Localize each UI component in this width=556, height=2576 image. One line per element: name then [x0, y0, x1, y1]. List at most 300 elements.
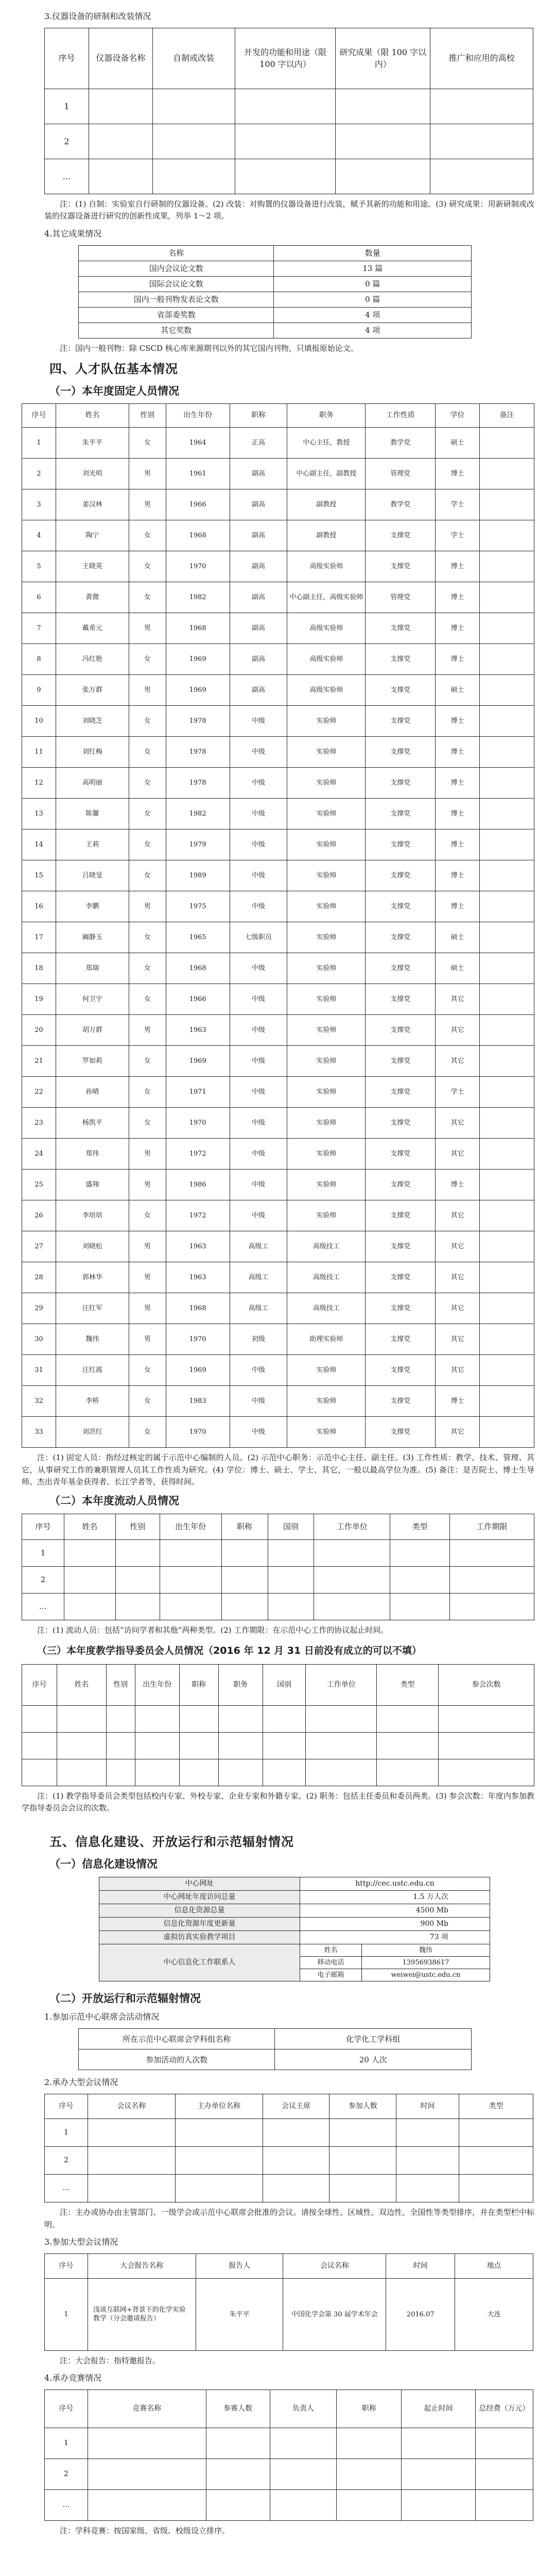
staff-title-cell: 高级工 — [230, 1293, 287, 1324]
staff-year-cell: 1978 — [166, 768, 230, 799]
col-header: 序号 — [45, 28, 89, 89]
table-row — [22, 1539, 534, 1566]
row-number: 1 — [45, 89, 89, 124]
staff-degree-cell: 学士 — [436, 520, 480, 551]
staff-year-cell: 1961 — [166, 459, 230, 489]
col-header: 会议主席 — [263, 2094, 329, 2119]
dev-heading: 3.仪器设备的研制和改装情况 — [44, 11, 151, 21]
staff-year-cell: 1969 — [166, 644, 230, 675]
staff-year-cell: 1975 — [166, 891, 230, 922]
staff-remark-cell — [480, 459, 534, 489]
col-header: 负责人 — [270, 2390, 337, 2428]
staff-no-cell: 27 — [22, 1231, 56, 1262]
staff-degree-cell: 其它 — [436, 1015, 480, 1046]
col-header: 参会次数 — [439, 1664, 534, 1705]
staff-nature-cell: 支撑党 — [366, 984, 436, 1015]
staff-title-cell: 中级 — [230, 1386, 287, 1417]
staff-sex-cell: 男 — [129, 891, 166, 922]
staff-duty-cell: 实验师 — [287, 706, 366, 737]
table-row — [22, 984, 534, 1015]
col-header: 职务 — [287, 404, 366, 428]
table-row — [45, 2147, 533, 2175]
staff-title-cell: 副高 — [230, 551, 287, 582]
staff-degree-cell: 其它 — [436, 1046, 480, 1077]
table-row — [45, 2490, 533, 2521]
col-header: 参加人数 — [329, 2094, 396, 2119]
staff-sex-cell: 女 — [129, 1417, 166, 1448]
table-row — [22, 1732, 534, 1759]
staff-duty-cell: 实验师 — [287, 737, 366, 768]
table-row — [45, 2428, 533, 2459]
staff-body — [22, 428, 534, 1448]
staff-duty-cell: 高级技工 — [287, 1231, 366, 1262]
staff-degree-cell: 其它 — [436, 1139, 480, 1170]
col-header: 姓名 — [56, 404, 129, 428]
staff-nature-cell: 支撑党 — [366, 1200, 436, 1231]
staff-name-cell: 姜汉林 — [56, 489, 129, 520]
staff-name-cell: 孙晴 — [56, 1077, 129, 1108]
table-row: 中心网址年度访问总量 1.5 万人次 — [99, 1890, 490, 1904]
staff-nature-cell: 支撑党 — [366, 613, 436, 644]
table-row — [22, 1705, 534, 1732]
staff-remark-cell — [480, 953, 534, 984]
staff-duty-cell: 中心副主任，高级实验师 — [287, 582, 366, 613]
staff-name-cell: 朱平平 — [56, 428, 129, 459]
staff-year-cell: 1983 — [166, 1386, 230, 1417]
comm-table — [22, 1664, 534, 1786]
table-row: 国内一般刊物发表论文数 0 篇 — [79, 292, 472, 307]
staff-duty-cell: 高级实验师 — [287, 644, 366, 675]
staff-degree-cell: 其它 — [436, 1293, 480, 1324]
col-header: 会议名称 — [283, 2253, 386, 2278]
comp-heading: 4.承办竞赛情况 — [44, 2373, 102, 2383]
staff-no-cell: 28 — [22, 1262, 56, 1293]
col-header: 报告人 — [196, 2253, 283, 2278]
staff-title-cell: 高级工 — [230, 1231, 287, 1262]
staff-name-cell: 吕晓旻 — [56, 860, 129, 891]
other-header-row — [79, 245, 472, 261]
col-header: 序号 — [22, 1664, 57, 1705]
col-header: 职称 — [221, 1514, 268, 1539]
staff-remark-cell — [480, 984, 534, 1015]
staff-sex-cell: 女 — [129, 551, 166, 582]
staff-duty-cell: 实验师 — [287, 860, 366, 891]
staff-year-cell: 1963 — [166, 1231, 230, 1262]
staff-remark-cell — [480, 1355, 534, 1386]
conf-note: 注：大会报告：指特邀报告。 — [60, 2355, 161, 2365]
staff-remark-cell — [480, 706, 534, 737]
other-heading: 4.其它成果情况 — [44, 228, 102, 239]
staff-nature-cell: 支撑党 — [366, 644, 436, 675]
table-row — [22, 551, 534, 582]
section5-sub2: （二）开放运行和示范辐射情况 — [49, 1992, 201, 2005]
col-header: 参赛人数 — [206, 2390, 270, 2428]
staff-degree-cell: 其它 — [436, 984, 480, 1015]
table-row — [22, 1231, 534, 1262]
col-header: 竞赛名称 — [88, 2390, 206, 2428]
col-header: 备注 — [480, 404, 534, 428]
comm-note: 注：(1) 教学指导委员会类型包括校内专家、外校专家、企业专家和外籍专家。(2) 职务：包括主任委员和委员两类。(3) 参会次数：年度内参加教学指导委员会会议的次数。 — [22, 1791, 534, 1813]
staff-duty-cell: 实验师 — [287, 1200, 366, 1231]
staff-remark-cell — [480, 428, 534, 459]
staff-no-cell: 22 — [22, 1077, 56, 1108]
table-row — [22, 1324, 534, 1355]
col-header: 会议名称 — [88, 2094, 175, 2119]
staff-sex-cell: 女 — [129, 520, 166, 551]
staff-title-cell: 初级 — [230, 1324, 287, 1355]
staff-year-cell: 1966 — [166, 489, 230, 520]
staff-degree-cell: 其它 — [436, 1231, 480, 1262]
staff-name-cell: 黄微 — [56, 582, 129, 613]
staff-name-cell: 杨凯平 — [56, 1108, 129, 1139]
staff-name-cell: 张万群 — [56, 675, 129, 706]
staff-nature-cell: 教学党 — [366, 428, 436, 459]
col-header: 工作单位 — [314, 1514, 390, 1539]
row-number: 1 — [22, 1539, 64, 1566]
staff-name-cell: 陈馨 — [56, 799, 129, 829]
staff-nature-cell: 支撑党 — [366, 768, 436, 799]
staff-remark-cell — [480, 1015, 534, 1046]
staff-remark-cell — [480, 1046, 534, 1077]
staff-duty-cell: 副教授 — [287, 489, 366, 520]
staff-no-cell: 18 — [22, 953, 56, 984]
staff-title-cell: 中级 — [230, 1015, 287, 1046]
table-row: 信息化资源年度更新量 900 Mb — [99, 1917, 490, 1930]
staff-remark-cell — [480, 1170, 534, 1200]
staff-year-cell: 1965 — [166, 922, 230, 953]
staff-degree-cell: 博士 — [436, 891, 480, 922]
table-row — [22, 860, 534, 891]
staff-note: 注：(1) 固定人员：指经过核定的属于示范中心编制的人员。(2) 示范中心职务：示范中心主任、副主任。(3) 工作性质：教学、技术、管理、其它，从事研究工作的兼职管理人员其工作性质为研究。(4) 学位：博士、硕士、学士、其它，一般以最高学位为准。(5) 备注：是否院士、博士生导师、杰出青年基金获得者、长江学者等，获得时间。 — [22, 1453, 534, 1486]
table-row — [45, 2459, 533, 2490]
staff-degree-cell: 学士 — [436, 489, 480, 520]
staff-duty-cell: 实验师 — [287, 1139, 366, 1170]
staff-name-cell: 冯红艳 — [56, 644, 129, 675]
meet-table — [44, 2094, 533, 2202]
table-row — [45, 2175, 533, 2202]
staff-degree-cell: 博士 — [436, 1386, 480, 1417]
staff-title-cell: 中级 — [230, 737, 287, 768]
table-row — [22, 459, 534, 489]
staff-title-cell: 中级 — [230, 768, 287, 799]
info-table — [99, 1877, 490, 1981]
flow-table — [22, 1514, 534, 1620]
col-header: 姓名 — [64, 1514, 115, 1539]
staff-degree-cell: 其它 — [436, 1417, 480, 1448]
staff-duty-cell: 实验师 — [287, 1355, 366, 1386]
staff-duty-cell: 实验师 — [287, 768, 366, 799]
table-row: 参加活动的人次数 20 人次 — [79, 2049, 472, 2070]
staff-degree-cell: 硕士 — [436, 953, 480, 984]
staff-sex-cell: 女 — [129, 737, 166, 768]
center-url-link[interactable]: http://cec.ustc.edu.cn — [300, 1877, 490, 1890]
staff-no-cell: 26 — [22, 1200, 56, 1231]
staff-title-cell: 中级 — [230, 1108, 287, 1139]
staff-year-cell: 1968 — [166, 953, 230, 984]
table-row — [22, 1759, 534, 1786]
col-header: 国别 — [268, 1514, 314, 1539]
table-row — [22, 706, 534, 737]
table-row — [22, 1108, 534, 1139]
staff-no-cell: 15 — [22, 860, 56, 891]
staff-no-cell: 10 — [22, 706, 56, 737]
staff-duty-cell: 实验师 — [287, 1046, 366, 1077]
staff-name-cell: 戴希元 — [56, 613, 129, 644]
staff-title-cell: 副高 — [230, 582, 287, 613]
staff-sex-cell: 女 — [129, 582, 166, 613]
staff-sex-cell: 女 — [129, 428, 166, 459]
staff-title-cell: 中级 — [230, 1139, 287, 1170]
staff-sex-cell: 女 — [129, 1046, 166, 1077]
staff-title-cell: 副高 — [230, 520, 287, 551]
table-row — [22, 1417, 534, 1448]
staff-no-cell: 16 — [22, 891, 56, 922]
table-row — [22, 1170, 534, 1200]
staff-degree-cell: 博士 — [436, 860, 480, 891]
staff-degree-cell: 博士 — [436, 644, 480, 675]
dev-note: 注：(1) 自制：实验室自行研制的仪器设备。(2) 改装：对购置的仪器设备进行改装，赋予其新的功能和用途。(3) 研究成果：用新研制或改装的仪器设备进行研究的创新性成果，列举 1～2 项。 — [44, 199, 534, 221]
row-number: 2 — [45, 2147, 88, 2175]
staff-title-cell: 副高 — [230, 489, 287, 520]
staff-remark-cell — [480, 1108, 534, 1139]
staff-title-cell: 中级 — [230, 1077, 287, 1108]
staff-title-cell: 中级 — [230, 799, 287, 829]
staff-degree-cell: 其它 — [436, 1262, 480, 1293]
comp-table — [44, 2389, 533, 2521]
staff-duty-cell: 实验师 — [287, 1170, 366, 1200]
table-row: 省部委奖数 4 项 — [79, 307, 472, 323]
table-row: 中心网址 http://cec.ustc.edu.cn — [99, 1877, 490, 1890]
staff-duty-cell: 实验师 — [287, 922, 366, 953]
staff-year-cell: 1972 — [166, 1139, 230, 1170]
staff-sex-cell: 女 — [129, 1386, 166, 1417]
row-number: 2 — [22, 1566, 64, 1593]
table-row — [22, 613, 534, 644]
staff-no-cell: 11 — [22, 737, 56, 768]
staff-nature-cell: 管理党 — [366, 459, 436, 489]
staff-title-cell: 副高 — [230, 613, 287, 644]
table-row — [22, 922, 534, 953]
row-number: 2 — [45, 2459, 88, 2490]
col-header: 性别 — [106, 1664, 135, 1705]
staff-nature-cell: 支撑党 — [366, 1417, 436, 1448]
staff-nature-cell: 支撑党 — [366, 675, 436, 706]
table-row: 信息化资源总量 4500 Mb — [99, 1904, 490, 1917]
staff-title-cell: 中级 — [230, 984, 287, 1015]
comm-header-row — [22, 1664, 534, 1705]
col-header: 序号 — [45, 2390, 88, 2428]
staff-remark-cell — [480, 1139, 534, 1170]
staff-nature-cell: 支撑党 — [366, 860, 436, 891]
staff-title-cell: 副高 — [230, 644, 287, 675]
staff-sex-cell: 男 — [129, 459, 166, 489]
staff-duty-cell: 中心主任，教授 — [287, 428, 366, 459]
table-row: 国际会议论文数 0 篇 — [79, 276, 472, 292]
col-header: 类型 — [390, 1514, 450, 1539]
table-row — [22, 1566, 534, 1593]
staff-degree-cell: 博士 — [436, 459, 480, 489]
staff-remark-cell — [480, 613, 534, 644]
staff-sex-cell: 男 — [129, 1170, 166, 1200]
comp-note: 注：学科竞赛：按国家级、省级、校级设立排序。 — [60, 2526, 230, 2536]
staff-header-row — [22, 404, 534, 428]
staff-year-cell: 1969 — [166, 1046, 230, 1077]
table-row: 电子邮箱 weiwei@ustc.edu.cn — [99, 1969, 490, 1981]
staff-remark-cell — [480, 1077, 534, 1108]
table-row — [22, 891, 534, 922]
meet-header-row — [45, 2094, 533, 2119]
staff-year-cell: 1970 — [166, 1324, 230, 1355]
staff-year-cell: 1979 — [166, 829, 230, 860]
staff-sex-cell: 女 — [129, 1200, 166, 1231]
col-header: 仪器设备名称 — [89, 28, 152, 89]
col-header: 姓名 — [57, 1664, 106, 1705]
staff-no-cell: 7 — [22, 613, 56, 644]
table-row — [45, 89, 533, 124]
table-row — [22, 799, 534, 829]
staff-title-cell: 七级职员 — [230, 922, 287, 953]
staff-duty-cell: 高级实验师 — [287, 613, 366, 644]
col-header: 起止时间 — [402, 2390, 476, 2428]
staff-remark-cell — [480, 922, 534, 953]
staff-degree-cell: 博士 — [436, 706, 480, 737]
staff-no-cell: 6 — [22, 582, 56, 613]
col-header: 国别 — [263, 1664, 306, 1705]
table-row — [22, 1200, 534, 1231]
staff-name-cell: 郑瑞 — [56, 953, 129, 984]
section5-sub1: （一）信息化建设情况 — [49, 1858, 158, 1871]
staff-year-cell: 1963 — [166, 1262, 230, 1293]
staff-remark-cell — [480, 1324, 534, 1355]
table-row — [22, 1355, 534, 1386]
col-header: 性别 — [129, 404, 166, 428]
staff-name-cell: 郑伟 — [56, 1139, 129, 1170]
staff-duty-cell: 实验师 — [287, 1108, 366, 1139]
col-header: 出生年份 — [135, 1664, 179, 1705]
staff-degree-cell: 博士 — [436, 737, 480, 768]
section5-title: 五、信息化建设、开放运行和示范辐射情况 — [49, 1835, 294, 1850]
staff-remark-cell — [480, 1293, 534, 1324]
col-header: 开发的功能和用途（限 100 字以内） — [235, 28, 336, 89]
staff-duty-cell: 实验师 — [287, 1015, 366, 1046]
staff-nature-cell: 支撑党 — [366, 737, 436, 768]
staff-year-cell: 1989 — [166, 860, 230, 891]
staff-remark-cell — [480, 829, 534, 860]
staff-nature-cell: 支撑党 — [366, 953, 436, 984]
row-number: … — [45, 159, 89, 194]
staff-nature-cell: 支撑党 — [366, 1108, 436, 1139]
staff-degree-cell: 其它 — [436, 1324, 480, 1355]
staff-no-cell: 12 — [22, 768, 56, 799]
staff-remark-cell — [480, 675, 534, 706]
staff-sex-cell: 女 — [129, 644, 166, 675]
other-table — [78, 245, 472, 338]
table-row — [22, 489, 534, 520]
staff-nature-cell: 支撑党 — [366, 706, 436, 737]
staff-sex-cell: 女 — [129, 768, 166, 799]
staff-title-cell: 中级 — [230, 860, 287, 891]
staff-no-cell: 29 — [22, 1293, 56, 1324]
staff-nature-cell: 支撑党 — [366, 1293, 436, 1324]
staff-remark-cell — [480, 551, 534, 582]
staff-title-cell: 高级工 — [230, 1262, 287, 1293]
col-header: 工作单位 — [306, 1664, 377, 1705]
staff-no-cell: 32 — [22, 1386, 56, 1417]
staff-year-cell: 1969 — [166, 675, 230, 706]
staff-remark-cell — [480, 1200, 534, 1231]
section4-title: 四、人才队伍基本情况 — [49, 361, 178, 376]
table-row — [22, 768, 534, 799]
table-row — [45, 2119, 533, 2147]
staff-nature-cell: 支撑党 — [366, 829, 436, 860]
email-link[interactable]: weiwei@ustc.edu.cn — [362, 1969, 490, 1981]
staff-sex-cell: 男 — [129, 489, 166, 520]
col-header: 出生年份 — [160, 1514, 221, 1539]
staff-duty-cell: 实验师 — [287, 829, 366, 860]
staff-no-cell: 4 — [22, 520, 56, 551]
table-row — [22, 1593, 534, 1620]
staff-degree-cell: 博士 — [436, 799, 480, 829]
staff-remark-cell — [480, 1386, 534, 1417]
meet-note: 注：主办或协办由主管部门、一级学会或示范中心联席会批准的会议。请按全球性、区域性、双边性、全国性等类型排序，并在类型栏中标明。 — [44, 2208, 534, 2229]
staff-sex-cell: 女 — [129, 922, 166, 953]
col-header: 推广和应用的高校 — [430, 28, 533, 89]
staff-sex-cell: 男 — [129, 1293, 166, 1324]
staff-duty-cell: 高级技工 — [287, 1262, 366, 1293]
staff-title-cell: 中级 — [230, 1046, 287, 1077]
staff-year-cell: 1963 — [166, 1015, 230, 1046]
staff-title-cell: 正高 — [230, 428, 287, 459]
staff-no-cell: 23 — [22, 1108, 56, 1139]
staff-year-cell: 1982 — [166, 582, 230, 613]
staff-nature-cell: 支撑党 — [366, 1015, 436, 1046]
staff-no-cell: 3 — [22, 489, 56, 520]
staff-remark-cell — [480, 768, 534, 799]
staff-degree-cell: 其它 — [436, 1355, 480, 1386]
col-header: 职称 — [337, 2390, 402, 2428]
staff-name-cell: 高明丽 — [56, 768, 129, 799]
row-number: 2 — [45, 124, 89, 159]
staff-name-cell: 郭林华 — [56, 1262, 129, 1293]
staff-nature-cell: 支撑党 — [366, 551, 436, 582]
table-row — [22, 953, 534, 984]
staff-duty-cell: 助理实验师 — [287, 1324, 366, 1355]
col-header: 职称 — [230, 404, 287, 428]
staff-year-cell: 1968 — [166, 1293, 230, 1324]
staff-nature-cell: 支撑党 — [366, 922, 436, 953]
staff-degree-cell: 学士 — [436, 1077, 480, 1108]
staff-sex-cell: 女 — [129, 860, 166, 891]
staff-year-cell: 1972 — [166, 1200, 230, 1231]
staff-duty-cell: 实验师 — [287, 953, 366, 984]
table-row — [45, 124, 533, 159]
staff-year-cell: 1970 — [166, 1417, 230, 1448]
col-header: 类型 — [377, 1664, 439, 1705]
staff-name-cell: 王晓英 — [56, 551, 129, 582]
alliance-table — [78, 2028, 472, 2070]
staff-no-cell: 17 — [22, 922, 56, 953]
row-number: 1 — [45, 2119, 88, 2147]
staff-name-cell: 汪红军 — [56, 1293, 129, 1324]
staff-name-cell: 胡万群 — [56, 1015, 129, 1046]
staff-table — [22, 403, 534, 1448]
staff-name-cell: 李桥 — [56, 1386, 129, 1417]
staff-name-cell: 李培培 — [56, 1200, 129, 1231]
staff-degree-cell: 其它 — [436, 1200, 480, 1231]
staff-title-cell: 副高 — [230, 675, 287, 706]
staff-sex-cell: 女 — [129, 984, 166, 1015]
staff-nature-cell: 支撑党 — [366, 1139, 436, 1170]
